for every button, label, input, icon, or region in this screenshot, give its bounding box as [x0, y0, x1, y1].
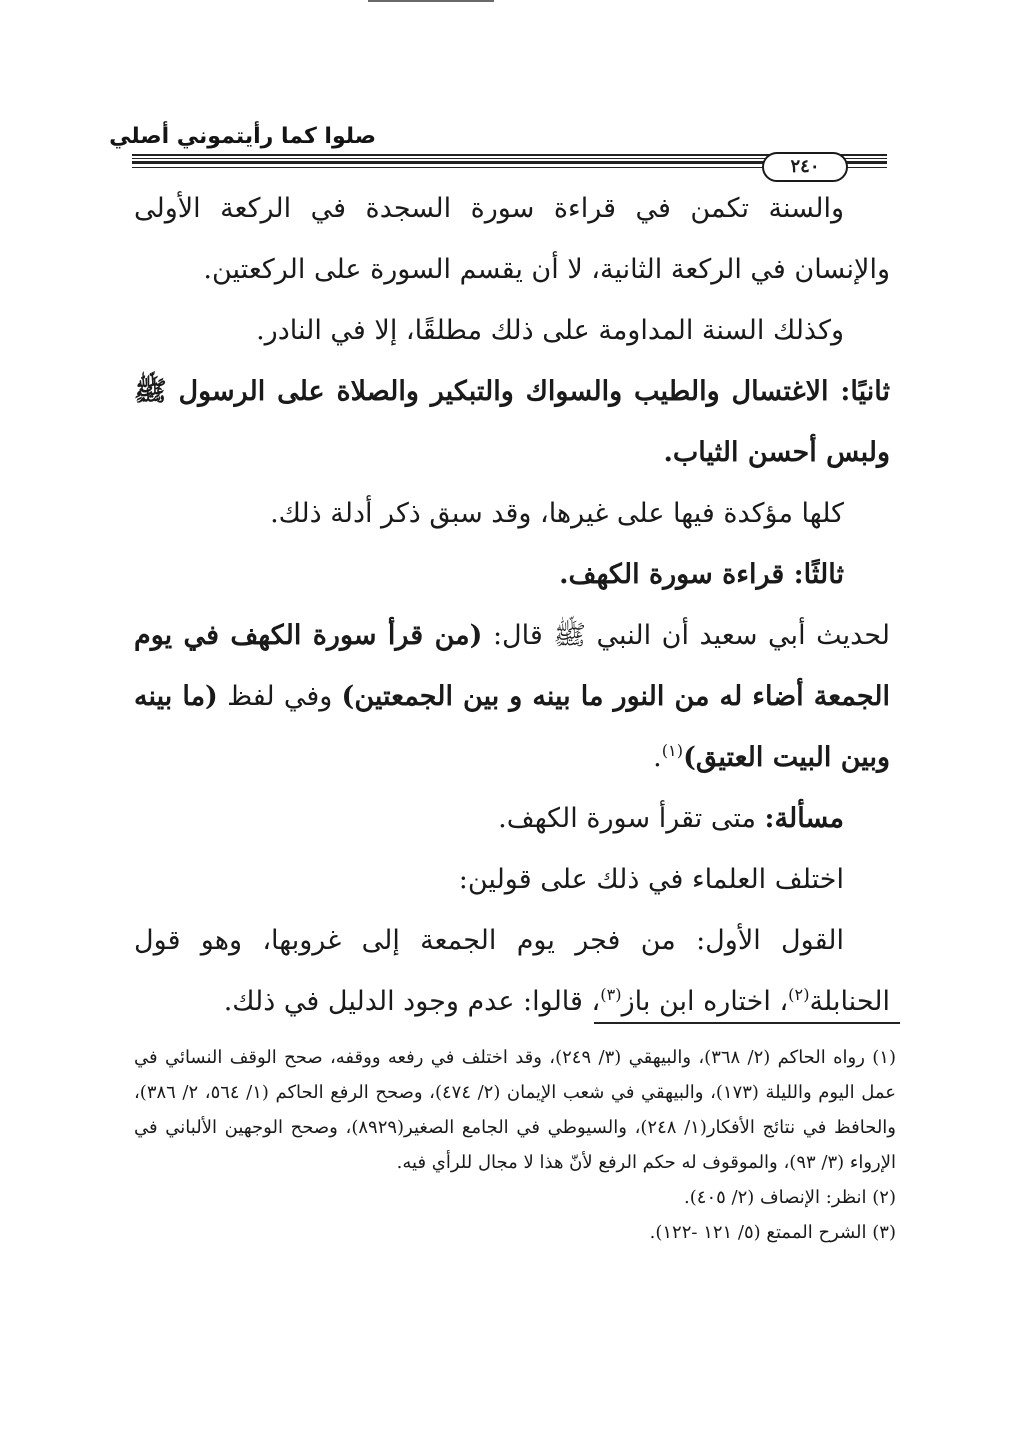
footnote-separator [594, 1022, 900, 1024]
first-opinion-text: القول الأول: من فجر يوم الجمعة إلى غروبها، وهو قول الحنابلة [134, 925, 890, 1017]
hadith-variant-quote: (ما بينه وبين البيت العتيق) [134, 681, 890, 773]
hadith-quote: (من قرأ سورة الكهف في يوم الجمعة أضاء له من النور ما بينه و بين الجمعتين) [134, 620, 890, 712]
first-opinion-text-3: ، قالوا: عدم وجود الدليل في ذلك. [223, 986, 601, 1017]
paragraph-hadith [134, 605, 890, 788]
paragraph-question [134, 788, 890, 849]
page-header [0, 118, 1024, 178]
first-opinion-text-2: ، اختاره ابن باز [621, 986, 789, 1017]
footnote-ref-3: (٣) [600, 985, 622, 1004]
top-edge-mark [368, 0, 494, 2]
paragraph-scholars: اختلف العلماء في ذلك على قولين: [458, 864, 844, 895]
hadith-intro: لحديث أبي سعيد أن النبي ﷺ قال: [482, 620, 890, 651]
page-number: ٢٤٠ [762, 152, 848, 182]
paragraph-first-opinion [134, 910, 890, 1032]
question-label: مسألة: [764, 803, 844, 834]
book-title: صلوا كما رأيتموني أصلي [109, 124, 376, 149]
footnote-1: (١) رواه الحاكم (٢/ ٣٦٨)، والبيهقي (٣/ ٢٤٩)، وقد اختلف في رفعه ووقفه، صحح الوقف النسائي في عمل اليوم والليلة (١٧٣)، والبيهقي في شعب الإيمان (٢/ ٤٧٤)، وصحح الرفع الحاكم (١/ ٥٦٤، ٢/ ٣٨٦)، والحافظ في نتائج الأفكار(١/ ٢٤٨)، والسيوطي في الجامع الصغير(٨٩٢٩)، وصحح الوجهين الألباني في الإرواء (٣/ ٩٣)، والموقوف له حكم الرفع لأنّ هذا لا مجال للرأي فيه. [134, 1047, 896, 1173]
main-text [134, 178, 890, 1032]
footnote-3: (٣) الشرح الممتع (٥/ ١٢١ -١٢٢). [649, 1222, 896, 1243]
paragraph-sunnah-recitation: والسنة تكمن في قراءة سورة السجدة في الركعة الأولى والإنسان في الركعة الثانية، لا أن يقسم السورة على الركعتين. [134, 193, 890, 285]
paragraph-emphasis: كلها مؤكدة فيها على غيرها، وقد سبق ذكر أدلة ذلك. [270, 498, 844, 529]
hadith-mid: وفي لفظ [217, 681, 342, 712]
footnote-ref-1: (١) [661, 741, 684, 760]
hadith-end: . [653, 742, 662, 773]
footnote-ref-2: (٢) [788, 985, 810, 1004]
paragraph-continuity: وكذلك السنة المداومة على ذلك مطلقًا، إلا في النادر. [256, 315, 844, 346]
footnotes [134, 1040, 896, 1250]
heading-second-point: ثانيًا: الاغتسال والطيب والسواك والتبكير والصلاة على الرسول ﷺ ولبس أحسن الثياب. [134, 376, 890, 468]
footnote-2: (٢) انظر: الإنصاف (٢/ ٤٠٥). [684, 1187, 896, 1208]
heading-third-point: ثالثًا: قراءة سورة الكهف. [559, 559, 844, 590]
question-text: متى تقرأ سورة الكهف. [498, 803, 765, 834]
